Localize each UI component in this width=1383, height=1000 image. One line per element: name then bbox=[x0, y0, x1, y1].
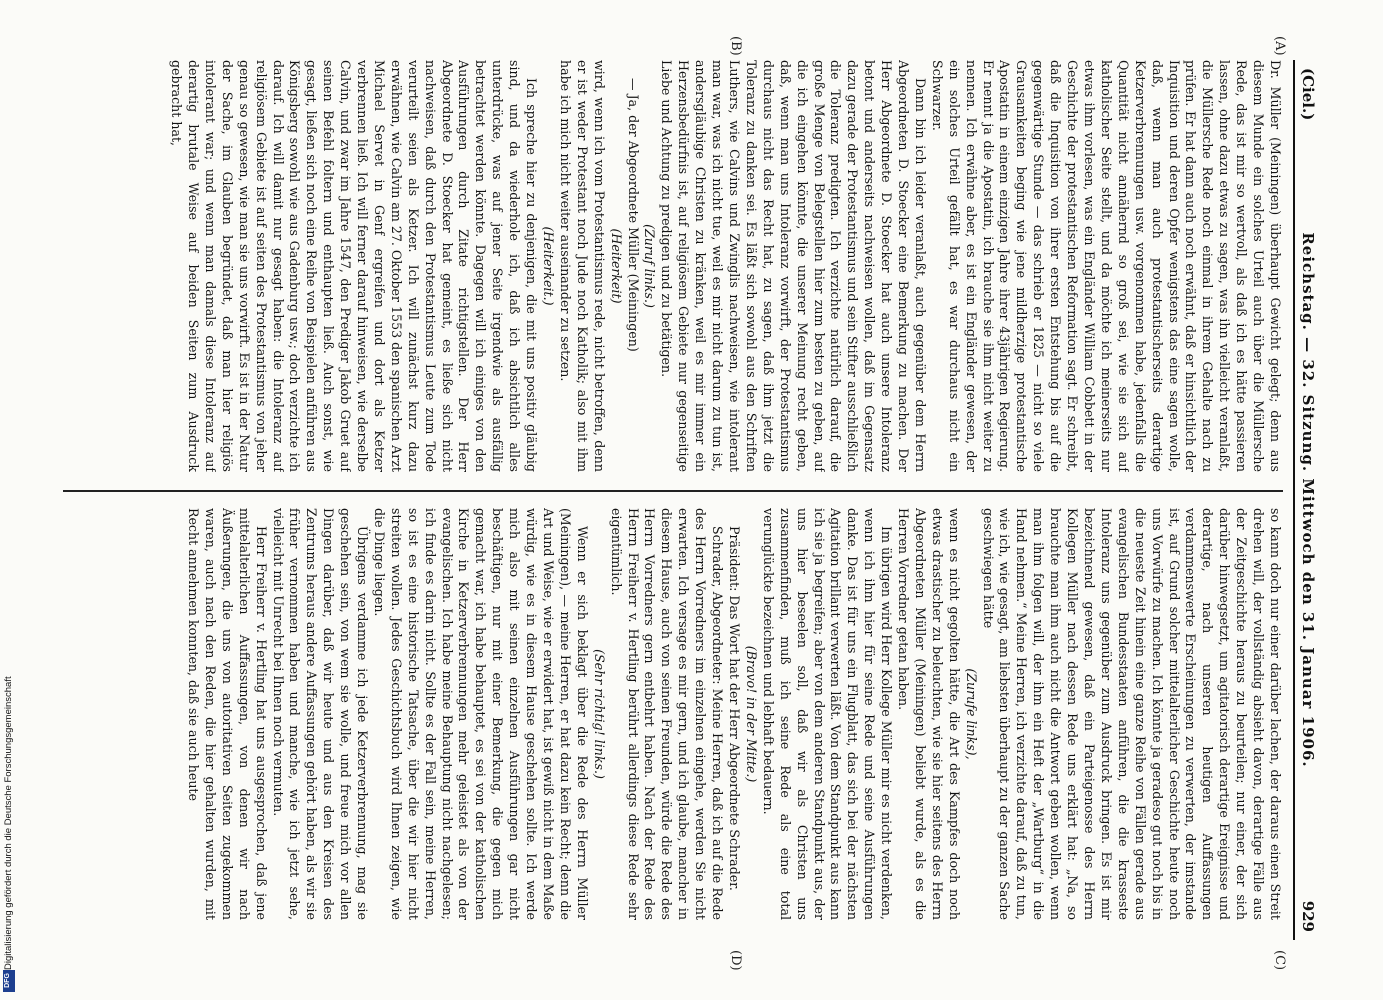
margin-marker-b: (B) bbox=[728, 36, 743, 56]
interjection: (Sehr richtig! links.) bbox=[591, 649, 607, 779]
interjection: (Heiterkeit) bbox=[608, 228, 624, 304]
paragraph: — Ja, der Abgeordnete Müller (Meiningen) bbox=[625, 78, 641, 352]
column-divider bbox=[63, 490, 1283, 492]
paragraph: so kann doch nur einer darüber lachen, der daraus einen Streit drehen will, der vollständig absieht davon, derartige Fälle aus der Zeitgeschichte heraus zu beurteilen; nur einer, der sich darüber hinwegsetzt, um agitatorisch derartige Ereignisse und derartige, nach unseren heutigen Auffassungen verdammenswerte Erscheinungen zu verwerten, der imstande ist, auf Grund solcher mittelalterlicher Geschichte heute noch uns Vorwürfe zu machen. Ich könnte ja geradeso gut noch bis in die neueste Zeit hinein eine ganze Reihe von Fällen gerade aus evangelischen Bundesstaaten anführen, die die krasseste Intoleranz uns gegenüber zum Ausdruck bringen. Es ist mir bezeichnend gewesen, daß ein Parteigenosse des Herrn Kollegen Müller nach dessen Rede uns erklärt hat: „Na, so brauchte man ihm auch nicht die Antwort geben wollen, wenn man ihm folgen will, der ihm ein Heft der „Wartburg“ in die Hand nehmen.“ Meine Herren, ich verzichte darauf, daß zu tun, wie ich, wie gesagt, am liebsten überhaupt zu der ganzen Sache geschwiegen hätte bbox=[980, 508, 1283, 920]
paragraph: Dr. Müller (Meiningen) überhaupt Gewicht gelegt; denn aus diesem Munde ein solches Urteil auch über die Müllersche Rede, das ist mir so wertvoll, als daß ich es hätte passieren lassen, ohne dazu etwas zu sagen, was ihn vielleicht veranlaßt, die Müllersche Rede noch einmal in ihrem Gehalte nach zu prüfen. Er hat dann auch noch erwähnt, daß er hinsichtlich der Inquisition und deren Opfer wenigstens das eine sagen wolle, daß, wenn man auch protestantischerseits derartige Ketzerverbrennungen usw. vorgenommen habe, jedenfalls die Quantität nicht annähernd so groß sei, wie sie sich auf katholischer Seite stellt, und da möchte ich meinerseits nur etwas ihm vorlesen, was ein Engländer William Cobbett in der Geschichte der protestantischen Reformation sagt. Er schreibt, daß die Inquisition von ihrer ersten Entstehung bis auf die gegenwärtige Stunde — das schrieb er 1825 — nicht so viele Grausamkeiten beging wie jene mildherzige protestantische Apostatin in einem einzigen Jahre ihrer 43jährigen Regierung. Er nennt ja die Apostatin, ich brauche sie ihm nicht weiter zu nennen. Ich erwähne aber, es ist ein Engländer gewesen, der ein solches Urteil gefällt hat, es war durchaus nicht ein Schwarzer. bbox=[929, 60, 1283, 472]
digitization-note-text: Digitalisierung gefördert durch die Deutsche Forschungsgemeinschaft bbox=[3, 676, 14, 970]
paragraph: Schrader, Abgeordneter: Meine Herren, daß ich auf die Rede des Herrn Vorredners im einzelnen eingehe, werden Sie nicht erwarten. Ich versage es mir gern, und ich glaube, mancher in diesem Hause, auch von seinen Freunden, würde die Rede des Herrn Vorredners gern entbehrt haben. Nach der Rede des Herrn Freiherr v. Hertling berührt allerdings diese Rede sehr eigentümlich. bbox=[608, 508, 726, 920]
margin-marker-d: (D) bbox=[728, 950, 743, 971]
paragraph: wenn es nicht gegolten hätte, die Art des Kampfes doch noch etwas drastischer zu beleuchten, wie sie hier seitens des Herrn Abgeordneten Müller (Meiningen) beliebt wurde, als es die Herren Vorredner getan haben. bbox=[896, 508, 962, 920]
interjection: (Bravo! in der Mitte.) bbox=[743, 645, 759, 783]
paragraph: Dann bin ich leider veranlaßt, auch gegenüber dem Herrn Abgeordneten D. Stoecker eine Bemerkung zu machen. Der Herr Abgeordnete D. Stoecker hat auch unsere Intoleranz betont und anderseits nachweisen wollen, daß im Gegensatz dazu gerade der Protestantismus und sein Stifter ausschließlich die Toleranz predigten. Ich verzichte natürlich darauf, die große Menge von Belegstellen hier zum besten zu geben, auf die ich eingehen könnte, die unserer Meinung recht geben, daß, wenn man uns Intoleranz vorwirft, der Protestantismus durchaus nicht das Recht hat, zu sagen, daß ihm jetzt die Toleranz zu danken sei. Es läßt sich sowohl aus den Schriften Luthers, wie Calvins und Zwinglis nachweisen, wie intolerant man war, was ich nicht tue, weil es mir nicht darum zu tun ist, andersgläubige Christen zu kränken, weil es mir immer ein Herzensbedürfnis ist, auf religiösem Gebiete nur gegenseitige Liebe und Achtung zu predigen und zu betätigen. bbox=[659, 60, 928, 472]
margin-marker-a: (A) bbox=[1272, 36, 1287, 56]
digitization-note bbox=[3, 640, 15, 970]
interjection: (Zurufe links), bbox=[963, 668, 979, 760]
interjection: (Heiterkeit.) bbox=[541, 226, 557, 306]
paragraph: Wenn er sich beklagt über die Rede des Herrn Müller (Meiningen), — meine Herren, er hat dazu kein Recht; denn die Art und Weise, wie er erwidert hat, ist gewiß nicht in dem Maße würdig, wie es in diesem Hause geschehen sollte. Ich werde mich also mit seinen einzelnen Ausführungen gar nicht beschäftigen, nur mit einer Bemerkung, die gegen mich gemacht war, ich habe behauptet, es sei von der katholischen Kirche in Ketzerverbrennungen mehr geleistet als von der evangelischen. Ich habe meine Behauptung nicht nachgelesen; ich finde es darin nicht. Sollte es der Fall sein, meine Herren, so ist es eine historische Tatsache, über die wir hier nicht streiten wollen. Jedes Geschichtsbuch wird Ihnen zeigen, wie die Dinge liegen. bbox=[371, 508, 590, 920]
paragraph: Übrigens verdamme ich jede Ketzerverbrennung, mag sie geschehen sein, von wem sie wolle, und freue mich vor allen Dingen darüber, daß wir heute und aus den Kreisen des Zentrums heraus andere Auffassungen gehört haben, als wir sie früher vernommen haben und manche, wie ich jetzt sehe, vielleicht mit Unrecht bei Ihnen noch vermuten. bbox=[270, 508, 371, 920]
paragraph: Ich spreche hier zu denjenigen, die mit uns positiv gläubig sind, und da wiederhole ich, daß ich absichtlich alles unterdrücke, was auf jener Seite irgendwie als ausfällig betrachtet werden könnte. Dagegen will ich einiges von den Ausführungen durch Zitate richtigstellen. Der Herr Abgeordnete D. Stoecker hat gemeint, es ließe sich nicht nachweisen, daß durch den Protestantismus Leute zum Tode verurteilt seien als Ketzer. Ich will zunächst kurz dazu erwähnen, wie Calvin am 27. Oktober 1553 den spanischen Arzt Michael Servet in Genf ergreifen und dort als Ketzer verbrennen ließ. Ich will ferner darauf hinweisen, wie derselbe Calvin, und zwar im Jahre 1547, den Prediger Jakob Gruet auf seinen Befehl foltern und enthaupten ließ. Auch sonst, wie gesagt, ließen sich noch eine Reihe von Beispielen anführen aus Königsberg sowohl wie aus Gadenburg usw.; doch verzichte ich darauf. Ich will damit nur gesagt haben: die Intoleranz auf religiösem Gebiete ist auf seiten des Protestantismus von jeher genau so gewesen, wie man sie uns vorwirft. Es ist in der Natur der Sache, im Glauben begründet, daß man hier religiös intolerant war; und wenn man damals diese Intoleranz auf derartig brutale Weise auf beiden Seiten zum Ausdruck gebracht hat, bbox=[169, 60, 540, 472]
page-number: 929 bbox=[1299, 900, 1317, 932]
header-title: Reichstag. — 32. Sitzung. Mittwoch den 31. Januar 1906. bbox=[1299, 232, 1317, 768]
left-column bbox=[63, 60, 1283, 472]
right-column bbox=[63, 508, 1283, 920]
paragraph: Präsident: Das Wort hat der Herr Abgeordnete Schrader. bbox=[727, 526, 742, 891]
interjection: (Zuruf links.) bbox=[642, 224, 658, 308]
dfg-logo bbox=[3, 970, 15, 992]
dfg-logo-text: DFG bbox=[3, 973, 11, 988]
paragraph: Herr Freiherr v. Hertling hat uns ausgesprochen, daß jene mittelalterlichen Auffassungen, von denen wir nach Äußerungen, die uns von autoritativen Seiten zugekommen waren, auch nach den Reden, die hier gehalten wurden, mit Recht annehmen konnten, daß sie auch heute bbox=[186, 508, 269, 920]
paragraph: wird, wenn ich vom Protestantismus rede, nicht betroffen, denn er ist weder Protestant noch Jude noch Katholik; also mit ihm habe ich mich nicht weiter auseinander zu setzen. bbox=[557, 60, 607, 472]
page-header bbox=[1293, 60, 1319, 940]
header-left: (Ciel.) bbox=[1299, 68, 1317, 121]
margin-marker-c: (C) bbox=[1272, 950, 1287, 971]
paragraph: Im übrigen wird Herr Kollege Müller mir es nicht verdenken, wenn ich ihm hier für seine Rede und seine Ausführungen danke. Das ist für uns ein Flugblatt, das sich bei der nächsten Agitation brillant verwerten läßt. Von dem Standpunkt aus kann ich sie ja begreifen; aber von dem anderen Standpunkt aus, der uns hier beseelen soll, daß wir als Christen uns zusammenfinden, muß ich seine Rede als eine total verunglückte bezeichnen und lebhaft bedauern. bbox=[760, 508, 895, 920]
